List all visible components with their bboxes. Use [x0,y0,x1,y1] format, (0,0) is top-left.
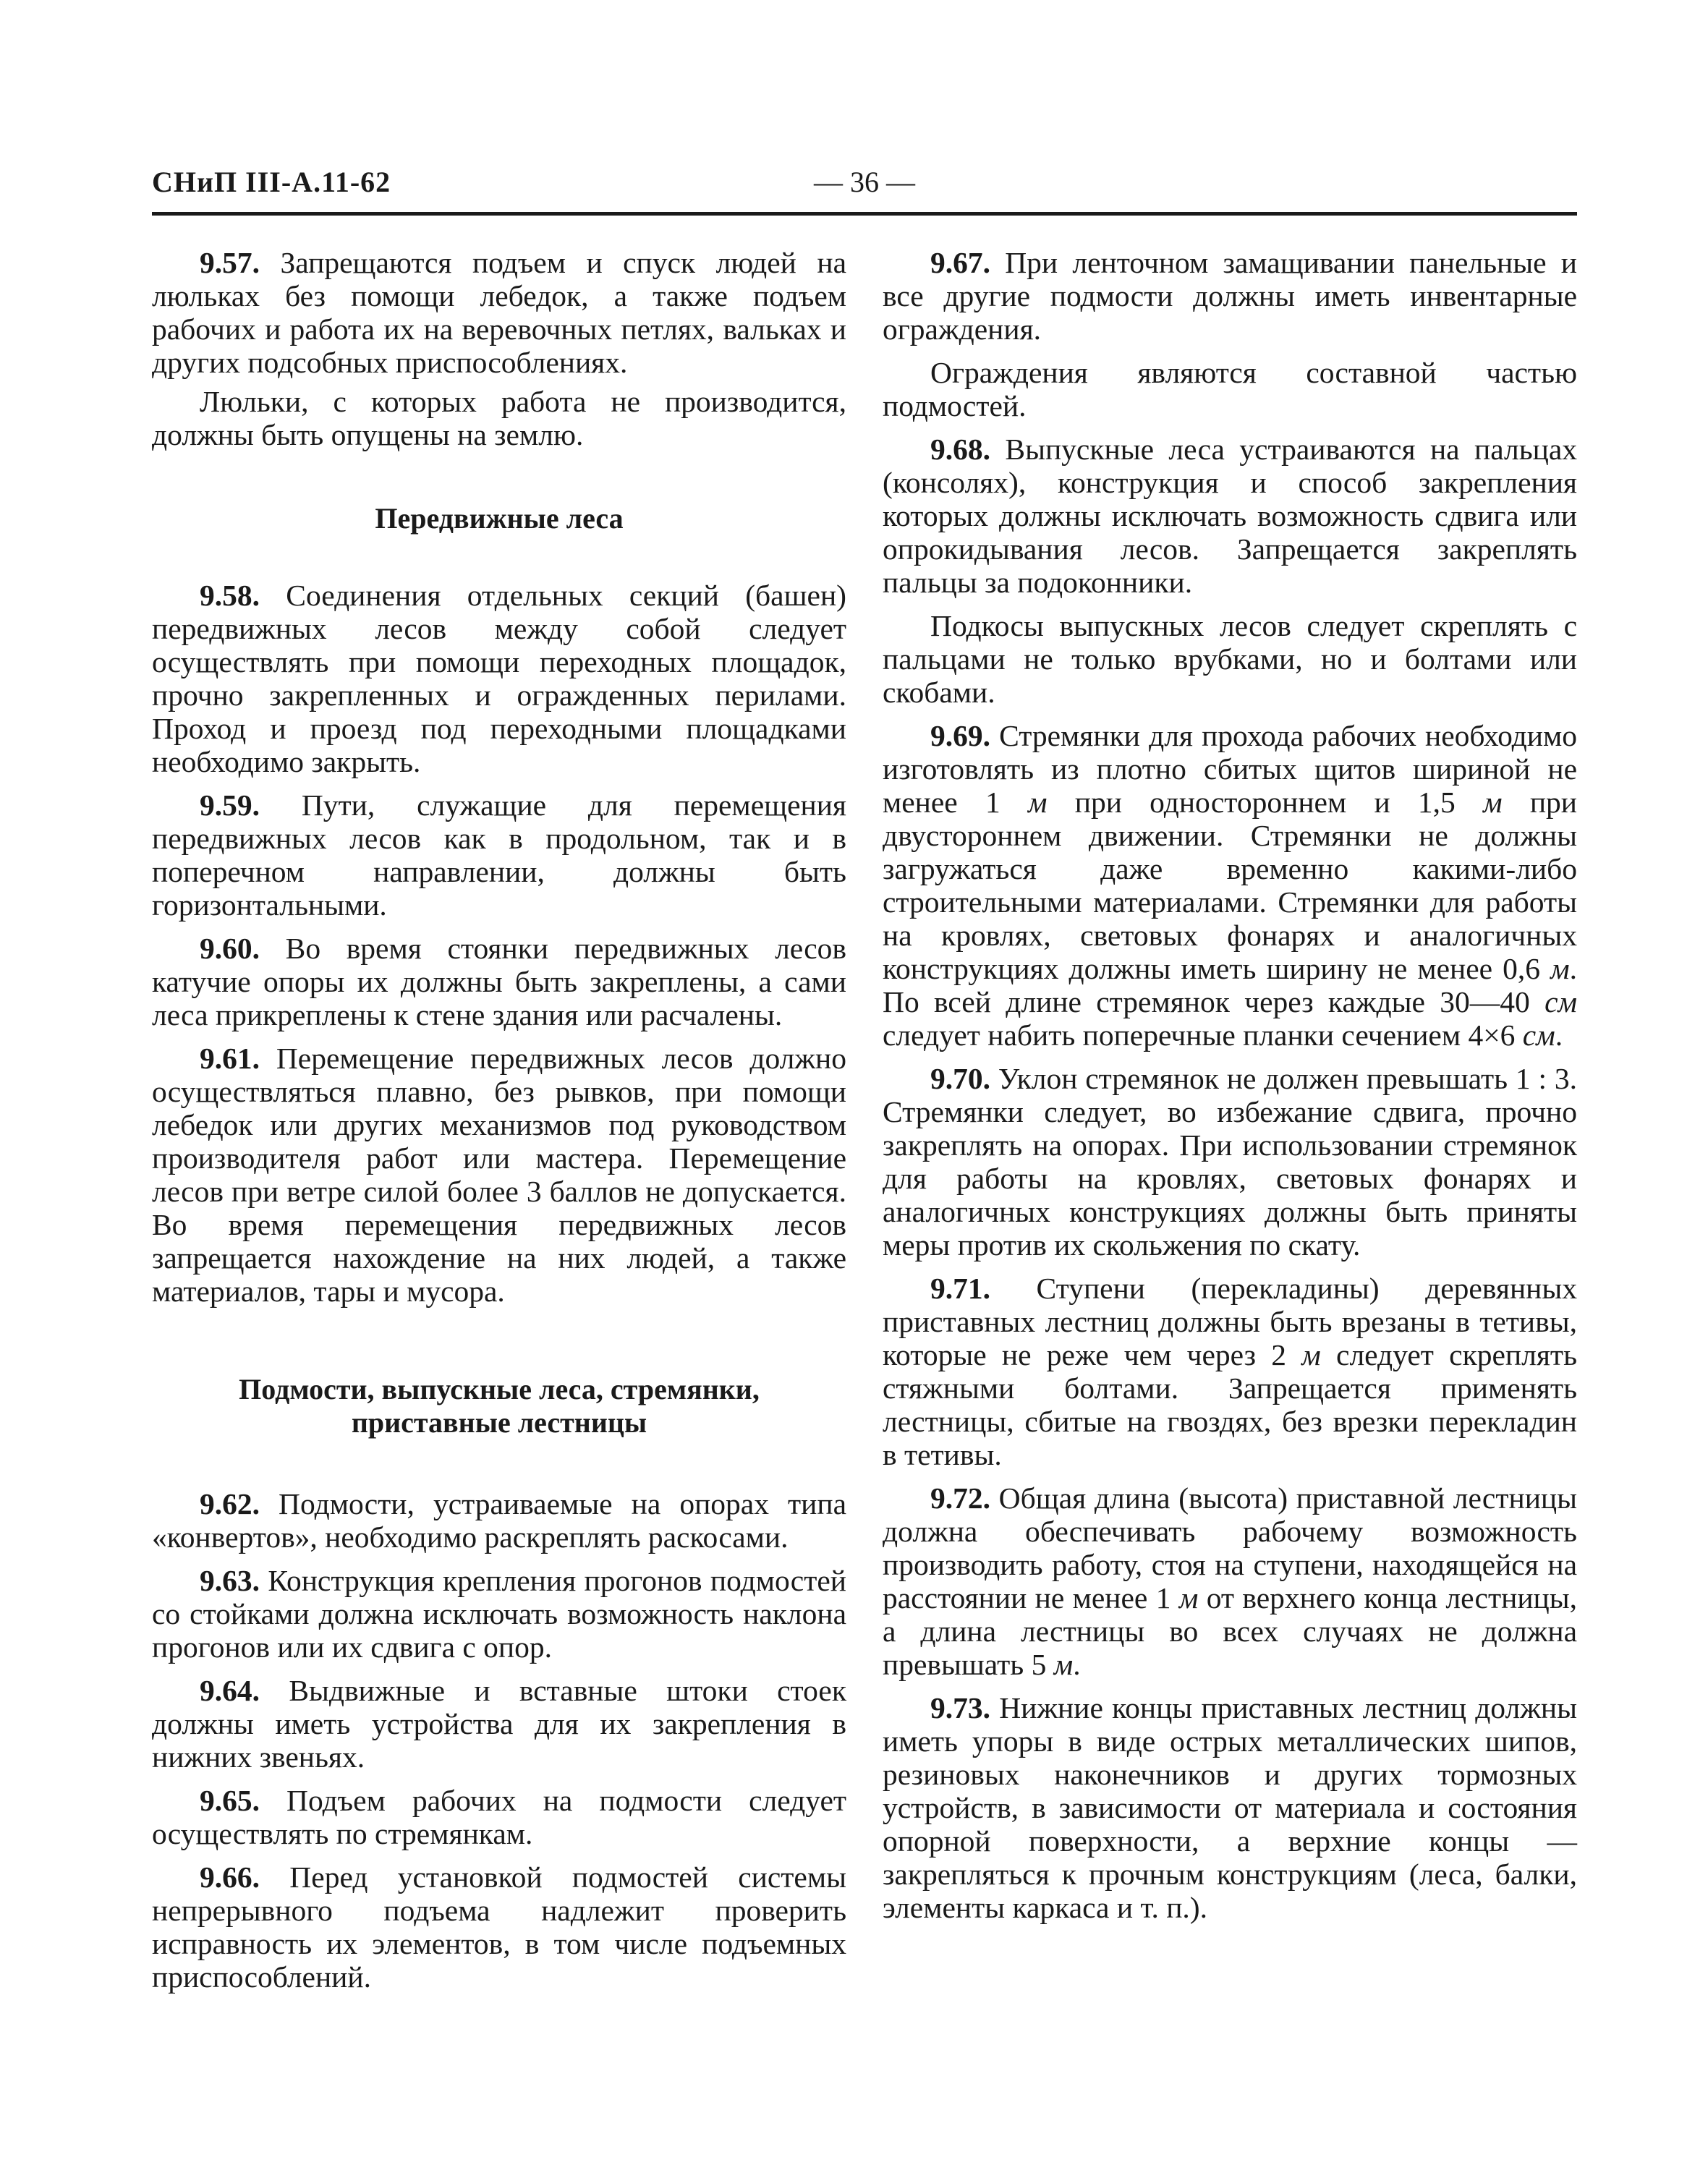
paragraph-number: 9.62. [200,1487,260,1520]
unit-centimeter: см [1522,1018,1555,1052]
paragraph-text: . По всей длине стремянок через каждые 30—40 [883,952,1577,1018]
paragraph-number: 9.72. [930,1481,990,1515]
paragraph-number: 9.58. [200,579,260,612]
paragraph-9-57 [152,246,846,379]
paragraph-number: 9.60. [200,932,260,965]
paragraph-text: При ленточном замащивании панельные и все другие подмости должны иметь инвентарные ограждения. [883,246,1577,346]
paragraph-text: . [1555,1018,1563,1052]
paragraph-9-58 [152,579,846,778]
left-column [152,246,846,2004]
paragraph-9-68 [883,433,1577,599]
unit-centimeter: см [1545,985,1577,1018]
paragraph-number: 9.61. [200,1042,260,1075]
right-column [883,246,1577,1934]
unit-meter: м [1301,1338,1321,1371]
paragraph-number: 9.57. [200,246,260,279]
paragraph-number: 9.65. [200,1784,260,1817]
paragraph-text: от верхнего конца лестницы, а длина лестницы во всех случаях не должна превышать 5 [883,1581,1577,1681]
document-code: СНиП III-А.11-62 [152,166,391,198]
paragraph-number: 9.69. [930,719,990,752]
paragraph-text: Перед установкой подмостей системы непрерывного подъема надлежит проверить исправность их элементов, в том числе подъемных приспособлений. [152,1860,846,1994]
paragraph-text: Пути, служащие для перемещения передвижных лесов как в продольном, так и в поперечном направлении, должны быть горизонтальными. [152,788,846,922]
paragraph-number: 9.67. [930,246,990,279]
paragraph-number: 9.70. [930,1062,990,1095]
section-title-mobile-scaffolds: Передвижные леса [375,502,624,535]
paragraph-9-67-continued: Ограждения являются составной частью подмостей. [883,356,1577,422]
paragraph-text: Общая длина (высота) приставной лестницы должна обеспечивать рабочему возможность производить работу, стоя на ступени, находящейся на расстоянии не менее 1 [883,1481,1577,1615]
paragraph-text: Во время стоянки передвижных лесов катучие опоры их должны быть закреплены, а сами леса прикреплены к стене здания или расчалены. [152,932,846,1031]
paragraph-text: Стремянки для прохода рабочих необходимо изготовлять из плотно сбитых щитов шириной не менее 1 [883,719,1577,819]
paragraph-number: 9.63. [200,1564,260,1597]
paragraph-9-66 [152,1860,846,1994]
paragraph-9-71 [883,1272,1577,1471]
paragraph-text: следует набить поперечные планки сечением 4×6 [883,1018,1523,1052]
paragraph-9-65 [152,1784,846,1850]
unit-meter: м [1053,1648,1074,1681]
paragraph-9-63 [152,1564,846,1664]
header-rule [152,212,1577,216]
paragraph-text: при двустороннем движении. Стремянки не должны загружаться даже временно какими-либо строительными материалами. Стремянки для работы на кровлях, световых фонарях и аналогичных конструкциях должны иметь ширину не менее 0,6 [883,786,1577,985]
paragraph-text: следует скреплять стяжными болтами. Запрещается применять лестницы, сбитые на гвоздях, без врезки перекладин в тетивы. [883,1338,1577,1471]
paragraph-9-62 [152,1487,846,1554]
paragraph-text: Соединения отдельных секций (башен) передвижных лесов между собой следует осуществлять при помощи переходных площадок, прочно закрепленных и огражденных перилами. Проход и проезд под переходными площадками необходимо закрыть. [152,579,846,778]
paragraph-number: 9.59. [200,788,260,822]
section-title-line: Подмости, выпускные леса, стремянки, [239,1373,760,1405]
paragraph-text: Подъем рабочих на подмости следует осуществлять по стремянкам. [152,1784,846,1850]
unit-meter: м [1483,786,1503,819]
paragraph-text: Выдвижные и вставные штоки стоек должны иметь устройства для их закрепления в нижних звеньях. [152,1674,846,1774]
page-number: — 36 — [814,166,915,198]
paragraph-number: 9.64. [200,1674,260,1707]
paragraph-9-59 [152,788,846,922]
paragraph-9-69 [883,719,1577,1052]
paragraph-text: Выпускные леса устраиваются на пальцах (консолях), конструкция и способ закрепления которых должны исключать возможность сдвига или опрокидывания лесов. Запрещается закреплять пальцы за подоконники. [883,433,1577,599]
paragraph-9-68-continued: Подкосы выпускных лесов следует скреплять с пальцами не только врубками, но и болтами или скобами. [883,609,1577,709]
unit-meter: м [1550,952,1570,985]
paragraph-text: Ступени (перекладины) деревянных приставных лестниц должны быть врезаны в тетивы, которые не реже чем через 2 [883,1272,1577,1371]
paragraph-text: . [1073,1648,1081,1681]
paragraph-9-73 [883,1691,1577,1924]
paragraph-9-70 [883,1062,1577,1262]
paragraph-text: Запрещаются подъем и спуск людей на люльках без помощи лебедок, а также подъем рабочих и работа их на веревочных петлях, вальках и других подсобных приспособлениях. [152,246,846,379]
paragraph-9-60 [152,932,846,1031]
paragraph-text: Уклон стремянок не должен превышать 1 : 3. Стремянки следует, во избежание сдвига, прочно закреплять на опорах. При использовании стремянок для работы на кровлях, световых фонарях и аналогичных конструкциях должны быть приняты меры против их скольжения по скату. [883,1062,1577,1262]
unit-meter: м [1028,786,1048,819]
paragraph-text: Конструкция крепления прогонов подмостей со стойками должна исключать возможность наклона прогонов или их сдвига с опор. [152,1564,846,1664]
paragraph-number: 9.73. [930,1691,990,1724]
paragraph-9-57-continued: Люльки, с которых работа не производится, должны быть опущены на землю. [152,385,846,451]
paragraph-number: 9.68. [930,433,990,466]
paragraph-text: Подмости, устраиваемые на опорах типа «конвертов», необходимо раскреплять раскосами. [152,1487,846,1554]
paragraph-text: Перемещение передвижных лесов должно осуществляться плавно, без рывков, при помощи лебедок или других механизмов под руководством производителя работ или мастера. Перемещение лесов при ветре силой более 3 баллов не допускается. Во время перемещения передвижных лесов запрещается нахождение на них людей, а также материалов, тары и мусора. [152,1042,846,1308]
paragraph-text: Нижние концы приставных лестниц должны иметь упоры в виде острых металлических шипов, резиновых наконечников и других тормозных устройств, в зависимости от материала и состояния опорной поверхности, а верхние концы — закрепляться к прочным конструкциям (леса, балки, элементы каркаса и т. п.). [883,1691,1577,1924]
paragraph-9-61 [152,1042,846,1308]
paragraph-9-64 [152,1674,846,1774]
unit-meter: м [1178,1581,1199,1615]
paragraph-9-67 [883,246,1577,346]
section-title-line: приставные лестницы [351,1406,647,1439]
paragraph-text: при одностороннем и 1,5 [1047,786,1484,819]
page-header [152,165,1577,208]
paragraph-number: 9.71. [930,1272,990,1305]
paragraph-9-72 [883,1481,1577,1681]
section-title-platforms-ladders [152,1373,846,1439]
paragraph-number: 9.66. [200,1860,260,1894]
